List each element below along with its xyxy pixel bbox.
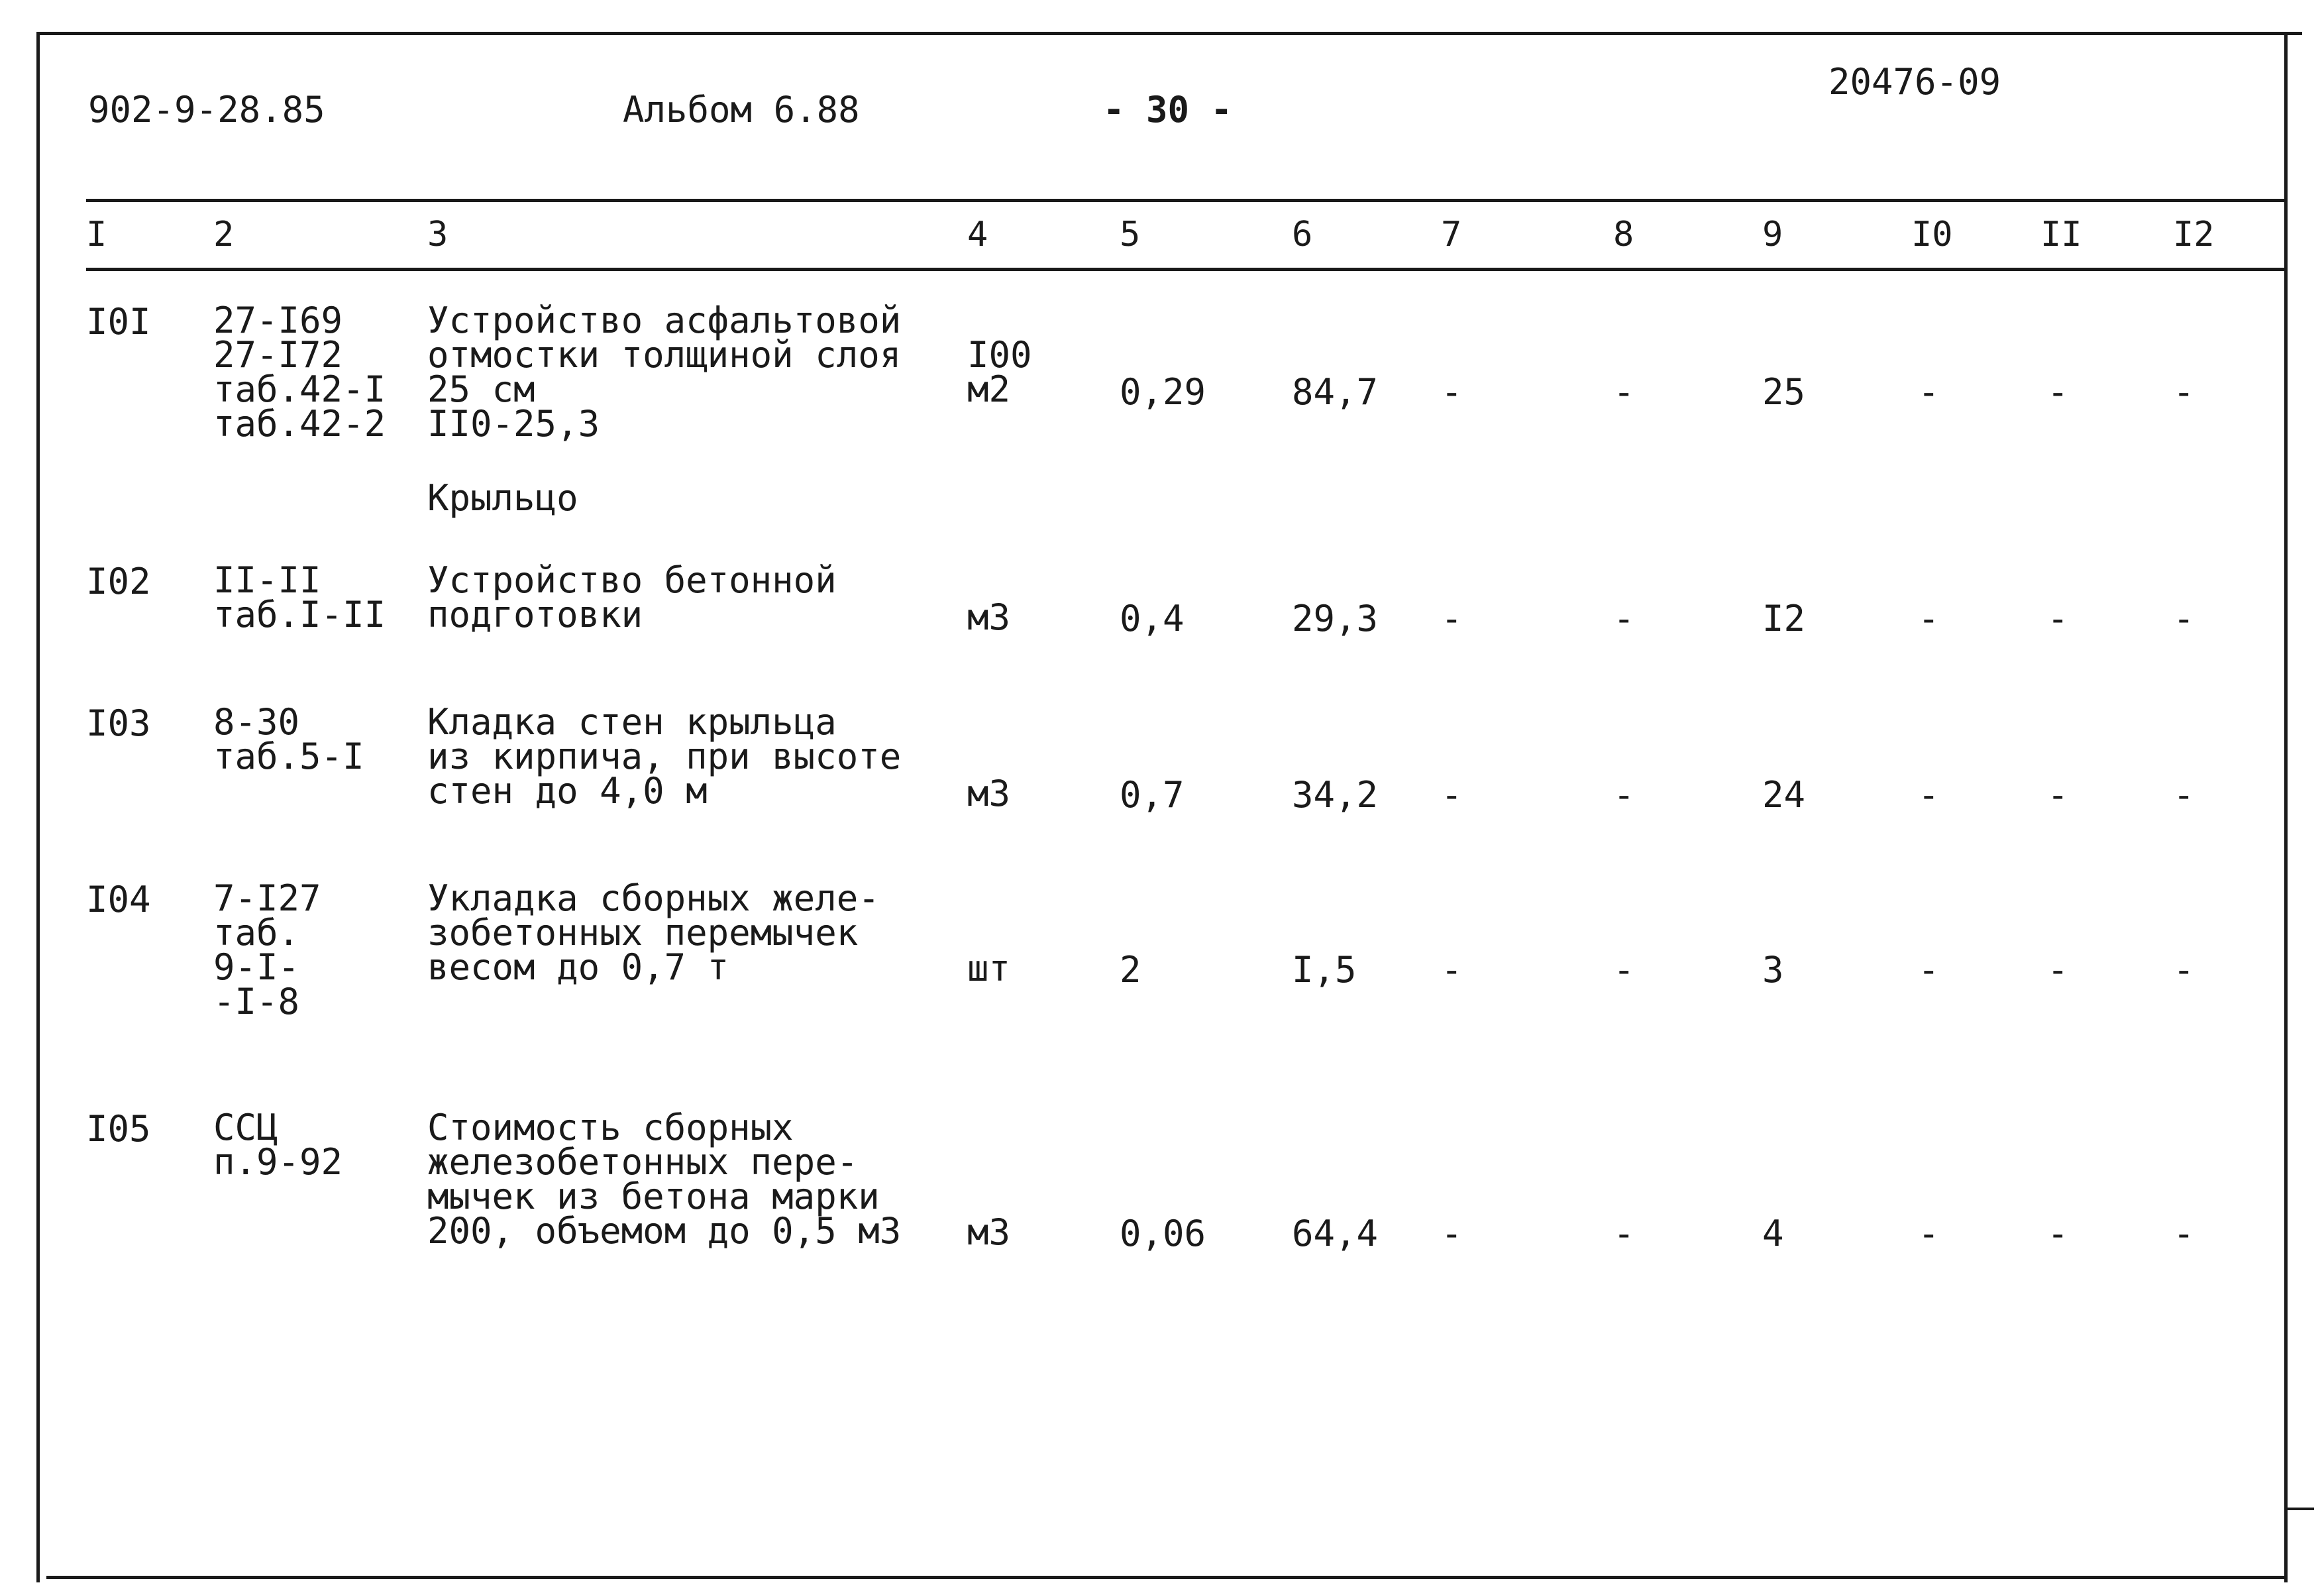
row-col10: - <box>1918 949 1940 991</box>
row-description: Укладка сборных желе- зобетонных перемычек весом до 0,7 т <box>427 877 880 988</box>
row-col6: 64,4 <box>1292 1213 1379 1254</box>
document-number: 20476-09 <box>1828 61 2001 103</box>
album-label: Альбом 6.88 <box>623 89 860 131</box>
row-number: I03 <box>86 702 151 744</box>
row-col9: 4 <box>1762 1213 1784 1254</box>
column-header-1: I <box>86 215 107 254</box>
frame-bottom-border <box>46 1576 2288 1579</box>
header-top-rule <box>86 199 2284 202</box>
column-header-3: 3 <box>427 215 449 254</box>
row-number: I0I <box>86 301 151 343</box>
row-col12: - <box>2173 371 2195 413</box>
row-col7: - <box>1441 774 1463 816</box>
row-col10: - <box>1918 371 1940 413</box>
row-reference: II-II таб.I-II <box>213 559 386 635</box>
column-header-2: 2 <box>213 215 235 254</box>
row-col7: - <box>1441 598 1463 639</box>
frame-top-border <box>36 32 2302 35</box>
column-header-7: 7 <box>1441 215 1462 254</box>
row-col5: 0,29 <box>1120 371 1206 413</box>
row-col9: 24 <box>1762 774 1806 816</box>
row-col8: - <box>1613 598 1635 639</box>
column-header-12: I2 <box>2173 215 2215 254</box>
row-col9: 25 <box>1762 371 1806 413</box>
row-col9: 3 <box>1762 949 1784 991</box>
row-reference: ССЦ п.9-92 <box>213 1107 343 1183</box>
page-number: - 30 - <box>1103 89 1233 131</box>
row-number: I04 <box>86 879 151 920</box>
column-header-8: 8 <box>1613 215 1634 254</box>
row-col8: - <box>1613 1213 1635 1254</box>
row-description: Устройство асфальтовой отмостки толщиной слоя 25 см II0-25,3 <box>427 300 902 445</box>
row-col11: - <box>2047 1213 2069 1254</box>
row-number: I02 <box>86 561 151 602</box>
row-col12: - <box>2173 1213 2195 1254</box>
row-reference: 8-30 таб.5-I <box>213 701 364 777</box>
row-col5: 0,06 <box>1120 1213 1206 1254</box>
column-header-4: 4 <box>967 215 988 254</box>
row-col9: I2 <box>1762 598 1806 639</box>
row-col6: 29,3 <box>1292 598 1379 639</box>
row-unit: м3 <box>967 596 1011 638</box>
row-col11: - <box>2047 371 2069 413</box>
section-heading: Крыльцо <box>427 477 578 519</box>
row-number: I05 <box>86 1108 151 1150</box>
row-col12: - <box>2173 774 2195 816</box>
row-col5: 0,7 <box>1120 774 1185 816</box>
row-col7: - <box>1441 1213 1463 1254</box>
row-col11: - <box>2047 774 2069 816</box>
row-unit: шт <box>967 948 1011 989</box>
row-col10: - <box>1918 774 1940 816</box>
row-reference: 7-I27 таб. 9-I- -I-8 <box>213 877 321 1022</box>
row-description: Стоимость сборных железобетонных пере- мычек из бетона марки 200, объемом до 0,5 м3 <box>427 1107 902 1252</box>
row-col8: - <box>1613 949 1635 991</box>
row-reference: 27-I69 27-I72 таб.42-I таб.42-2 <box>213 300 386 445</box>
frame-left-border <box>36 32 40 1582</box>
row-col10: - <box>1918 1213 1940 1254</box>
edge-tick-mark <box>2288 1508 2314 1510</box>
row-col6: 34,2 <box>1292 774 1379 816</box>
row-col12: - <box>2173 598 2195 639</box>
row-col5: 2 <box>1120 949 1141 991</box>
project-code: 902-9-28.85 <box>88 89 325 131</box>
row-description: Кладка стен крыльца из кирпича, при высоте стен до 4,0 м <box>427 701 902 812</box>
row-col5: 0,4 <box>1120 598 1185 639</box>
row-col11: - <box>2047 949 2069 991</box>
column-header-9: 9 <box>1762 215 1783 254</box>
header-bottom-rule <box>86 268 2284 271</box>
frame-right-border <box>2284 32 2288 1582</box>
row-col10: - <box>1918 598 1940 639</box>
row-description: Устройство бетонной подготовки <box>427 559 837 635</box>
row-col11: - <box>2047 598 2069 639</box>
row-col6: I,5 <box>1292 949 1357 991</box>
column-header-5: 5 <box>1120 215 1141 254</box>
column-header-11: II <box>2040 215 2082 254</box>
row-col8: - <box>1613 371 1635 413</box>
row-col6: 84,7 <box>1292 371 1379 413</box>
column-header-10: I0 <box>1911 215 1953 254</box>
row-unit: I00 м2 <box>967 334 1032 410</box>
row-col7: - <box>1441 949 1463 991</box>
row-col12: - <box>2173 949 2195 991</box>
row-unit: м3 <box>967 773 1011 814</box>
row-unit: м3 <box>967 1211 1011 1253</box>
row-col8: - <box>1613 774 1635 816</box>
column-header-6: 6 <box>1292 215 1313 254</box>
row-col7: - <box>1441 371 1463 413</box>
